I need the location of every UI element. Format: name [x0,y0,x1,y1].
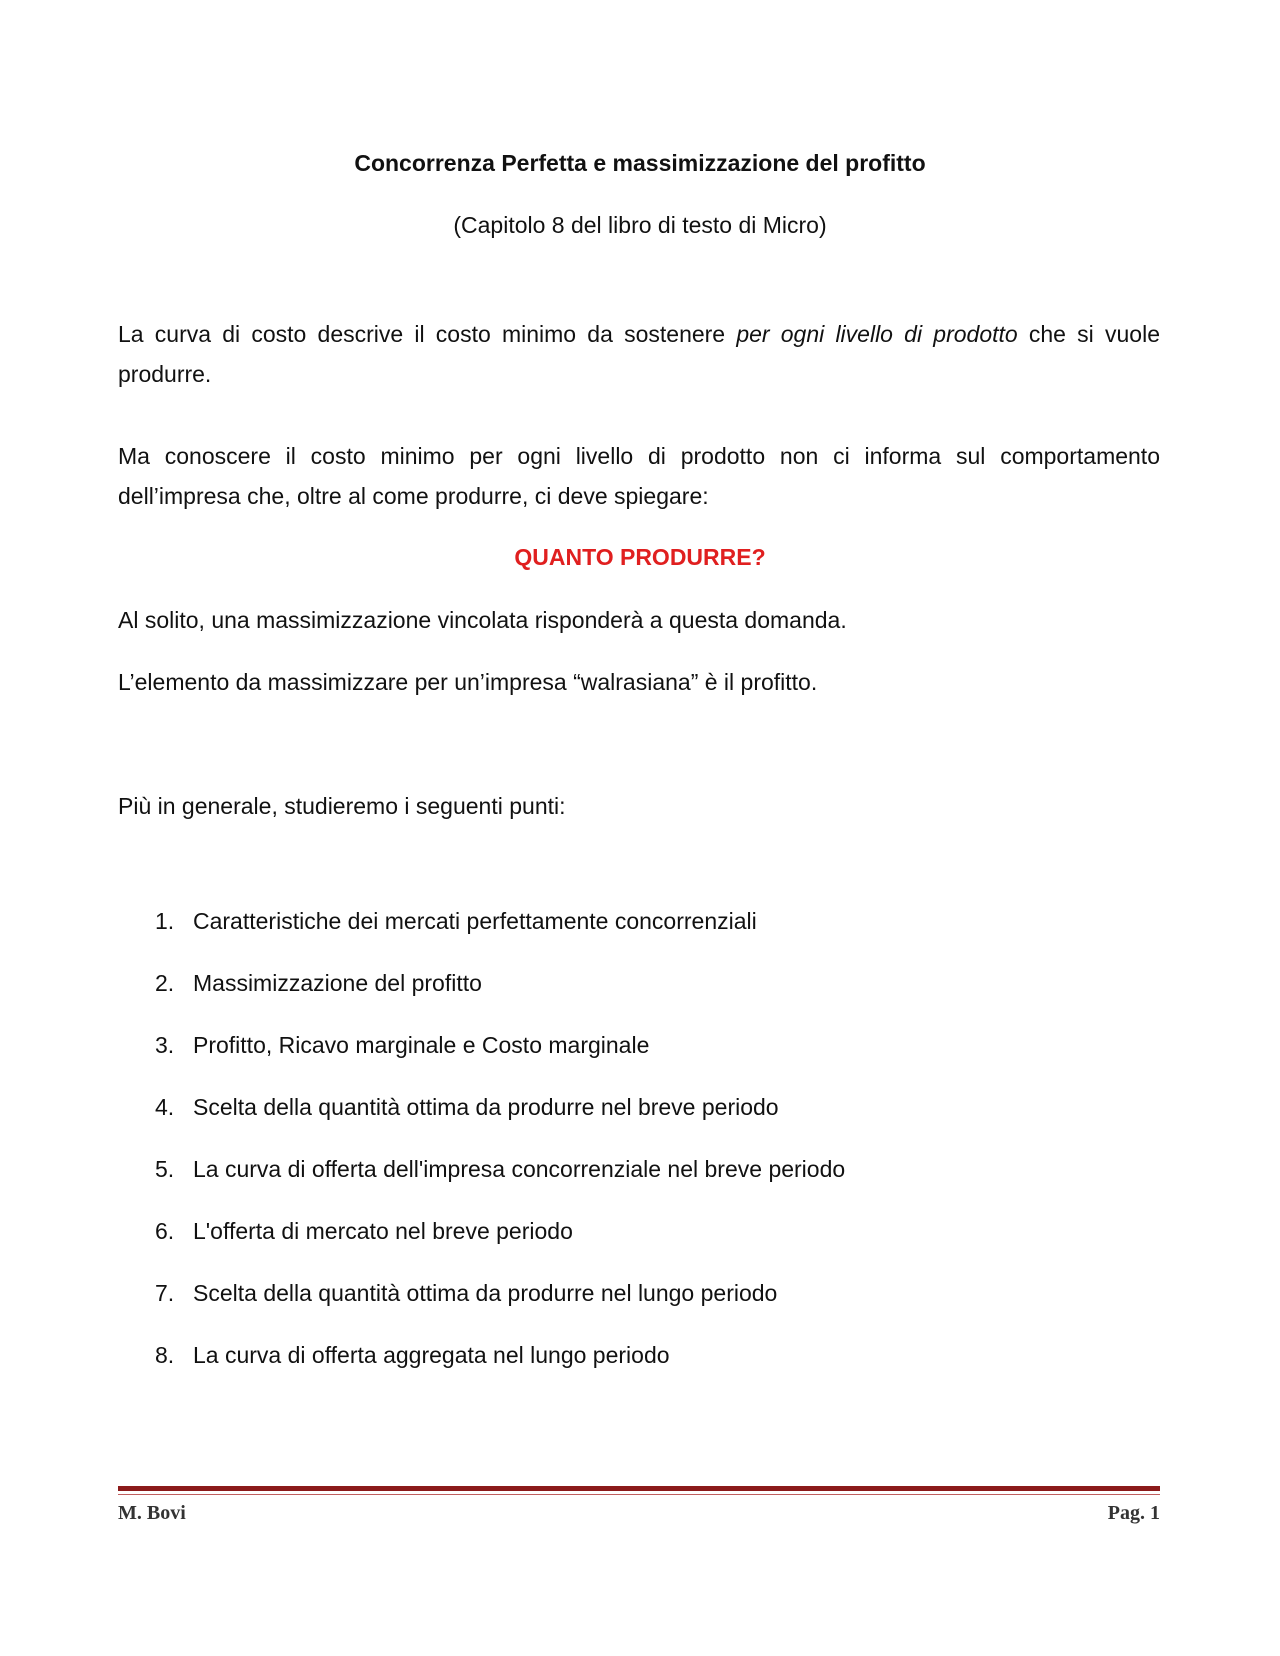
list-item-text: Scelta della quantità ottima da produrre nel lungo periodo [193,1280,778,1306]
list-item-number: 7. [155,1280,175,1306]
list-item-number: 6. [155,1218,175,1244]
list-item-number: 2. [155,970,175,996]
list-item [155,1032,845,1094]
list-item [155,1280,845,1342]
footer-author: M. Bovi [118,1502,186,1524]
list-item-number: 5. [155,1156,175,1182]
list-item-text: La curva di offerta dell'impresa concorrenziale nel breve periodo [193,1156,846,1182]
question-heading: QUANTO PRODURRE? [514,544,766,570]
list-item [155,1218,845,1280]
list-item-number: 8. [155,1342,175,1368]
paragraph-topics-intro: Più in generale, studieremo i seguenti punti: [118,793,566,819]
footer-divider [118,1486,1160,1491]
paragraph-firm-behaviour: Ma conoscere il costo minimo per ogni livello di prodotto non ci informa sul comportamento dell’impresa che, oltre al come produrre, ci deve spiegare: [118,443,1160,509]
paragraph-cost-curve [118,314,1160,394]
list-item-number: 3. [155,1032,175,1058]
list-item [155,1156,845,1218]
list-item [155,970,845,1032]
list-item [155,1342,845,1404]
paragraph-profit: L’elemento da massimizzare per un’impresa “walrasiana” è il profitto. [118,669,818,695]
footer-divider-thin [118,1494,1160,1495]
paragraph-cost-curve-emphasis: per ogni livello di prodotto [736,321,1018,347]
list-item-text: Scelta della quantità ottima da produrre nel breve periodo [193,1094,779,1120]
topics-list [155,908,845,1404]
list-item-text: Caratteristiche dei mercati perfettamente concorrenziali [193,908,757,934]
paragraph-maximization: Al solito, una massimizzazione vincolata risponderà a questa domanda. [118,607,847,633]
page-subtitle: (Capitolo 8 del libro di testo di Micro) [453,212,827,238]
paragraph-cost-curve-start: La curva di costo descrive il costo minimo da sostenere [118,321,737,347]
list-item [155,1094,845,1156]
list-item-number: 4. [155,1094,175,1120]
list-item-text: Massimizzazione del profitto [193,970,482,996]
list-item-text: Profitto, Ricavo marginale e Costo marginale [193,1032,650,1058]
list-item-number: 1. [155,908,175,934]
list-item-text: L'offerta di mercato nel breve periodo [193,1218,573,1244]
list-item-text: La curva di offerta aggregata nel lungo periodo [193,1342,670,1368]
paragraph-cost-curve-end: che si vuole produrre. [118,321,1160,387]
footer-page-number: Pag. 1 [1107,1502,1160,1524]
list-item [155,908,845,970]
page-title: Concorrenza Perfetta e massimizzazione del profitto [354,150,926,176]
